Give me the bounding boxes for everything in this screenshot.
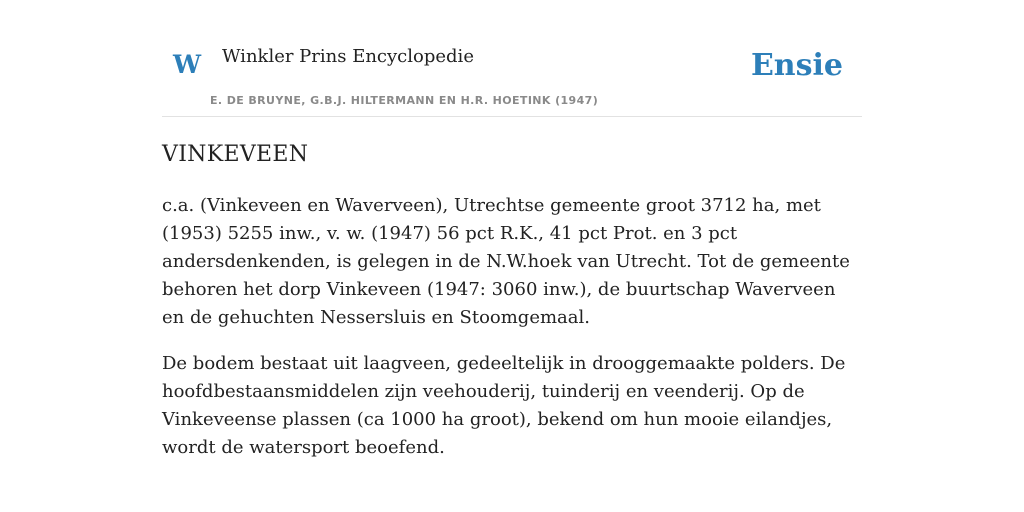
encyclopedia-header [162, 0, 862, 117]
article-headword: VINKEVEEN [162, 142, 309, 167]
ensie-brand-logo[interactable]: Ensie [750, 48, 843, 83]
encyclopedia-title[interactable]: Winkler Prins Encyclopedie [222, 46, 474, 67]
article-paragraph: c.a. (Vinkeveen en Waverveen), Utrechtse gemeente groot 3712 ha, met (1953) 5255 inw., v. w. (1947) 56 pct R.K., 41 pct Prot. en 3 pct andersdenkenden, is gelegen in de N.W.hoek van Utrecht. Tot de gemeente behoren het dorp Vinkeveen (1947: 3060 inw.), de buurtschap Waverveen en de gehuchten Nessersluis en Stoomgemaal. [162, 195, 850, 329]
encyclopedia-authors: E. DE BRUYNE, G.B.J. HILTERMANN EN H.R. HOETINK (1947) [210, 94, 599, 107]
article-paragraph: De bodem bestaat uit laagveen, gedeeltelijk in drooggemaakte polders. De hoofdbestaansmiddelen zijn veehouderij, tuinderij en veenderij. Op de Vinkeveense plassen (ca 1000 ha groot), bekend om hun mooie eilandjes, wordt de watersport beoefend. [162, 353, 846, 459]
winkler-prins-logo[interactable]: W [173, 50, 202, 79]
article [162, 142, 862, 480]
